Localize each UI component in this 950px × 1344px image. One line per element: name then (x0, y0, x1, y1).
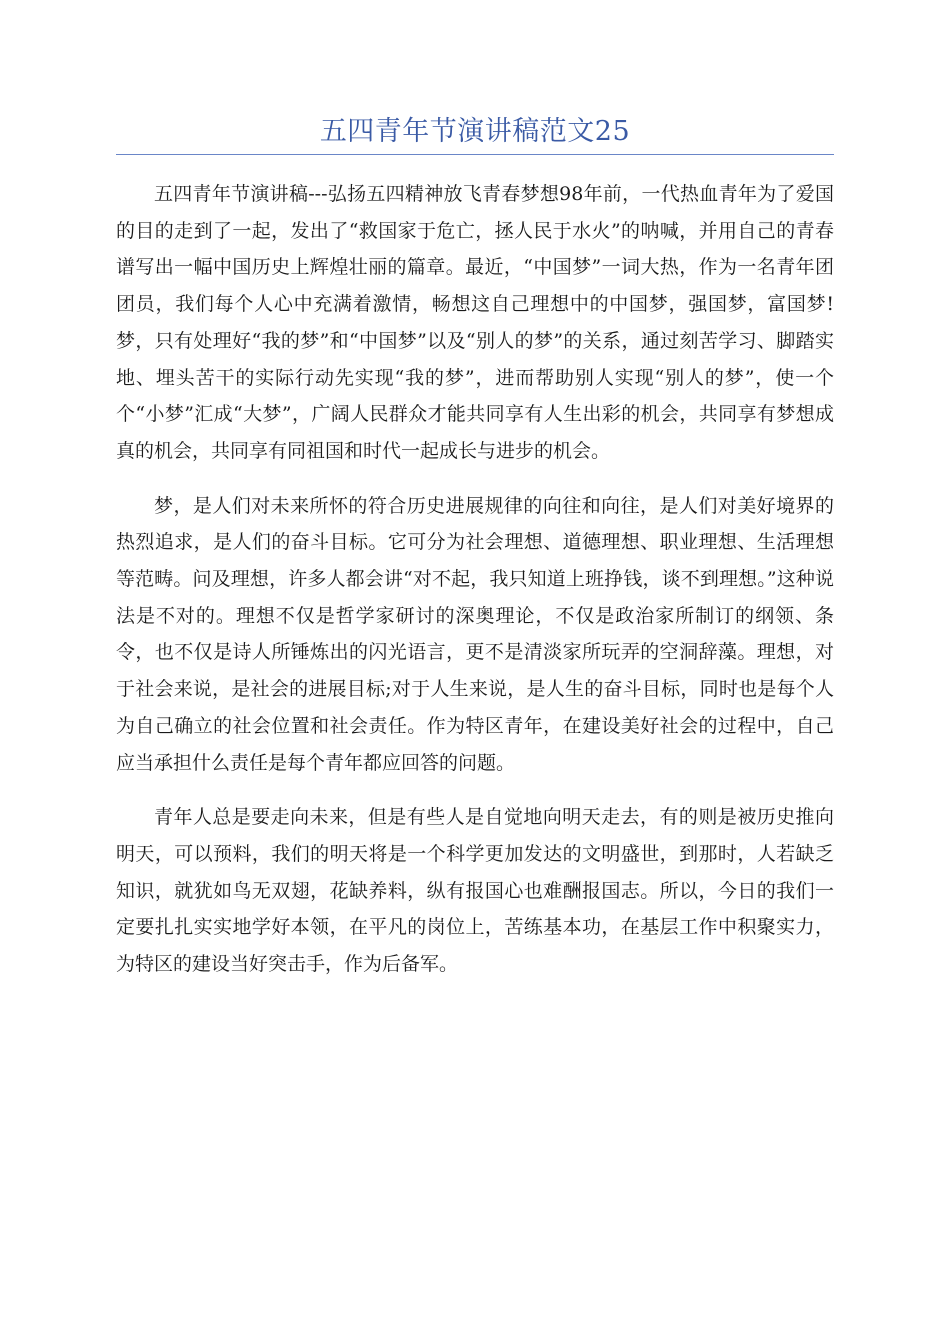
title-underline (116, 154, 834, 155)
paragraph-2: 梦，是人们对未来所怀的符合历史进展规律的向往和向往，是人们对美好境界的热烈追求，是人们的奋斗目标。它可分为社会理想、道德理想、职业理想、生活理想等范畴。问及理想，许多人都会讲“对不起，我只知道上班挣钱，谈不到理想。”这种说法是不对的。理想不仅是哲学家研讨的深奥理论，不仅是政治家所制订的纲领、条令，也不仅是诗人所锤炼出的闪光语言，更不是清淡家所玩弄的空洞辞藻。理想，对于社会来说，是社会的进展目标;对于人生来说，是人生的奋斗目标，同时也是每个人为自己确立的社会位置和社会责任。作为特区青年，在建设美好社会的过程中，自己应当承担什么责任是每个青年都应回答的问题。 (116, 494, 834, 774)
document-title: 五四青年节演讲稿范文25 (319, 116, 631, 147)
document-body (116, 176, 834, 1001)
paragraph-1: 五四青年节演讲稿---弘扬五四精神放飞青春梦想98年前，一代热血青年为了爱国的目的走到了一起，发出了“救国家于危亡，拯人民于水火”的呐喊，并用自己的青春谱写出一幅中国历史上辉煌壮丽的篇章。最近，“中国梦”一词大热，作为一名青年团团员，我们每个人心中充满着激情，畅想这自己理想中的中国梦，强国梦，富国梦!梦，只有处理好“我的梦”和“中国梦”以及“别人的梦”的关系，通过刻苦学习、脚踏实地、埋头苦干的实际行动先实现“我的梦”，进而帮助别人实现“别人的梦”，使一个个“小梦”汇成“大梦”，广阔人民群众才能共同享有人生出彩的机会，共同享有梦想成真的机会，共同享有同祖国和时代一起成长与进步的机会。 (116, 183, 834, 462)
paragraph-3: 青年人总是要走向未来，但是有些人是自觉地向明天走去，有的则是被历史推向明天，可以预料，我们的明天将是一个科学更加发达的文明盛世，到那时，人若缺乏知识，就犹如鸟无双翅，花缺养料，纵有报国心也难酬报国志。所以，今日的我们一定要扎扎实实地学好本领，在平凡的岗位上，苦练基本功，在基层工作中积聚实力，为特区的建设当好突击手，作为后备军。 (116, 806, 834, 976)
